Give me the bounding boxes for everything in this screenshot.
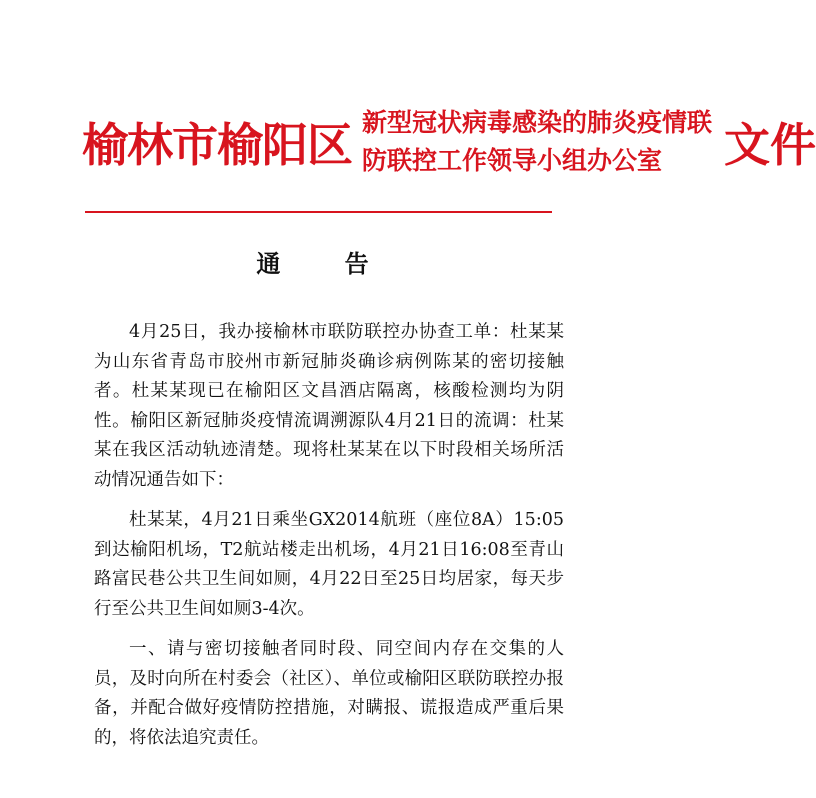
red-divider-line — [85, 211, 552, 213]
paragraph-3: 一、请与密切接触者同时段、同空间内存在交集的人员，及时向所在村委会（社区）、单位或榆阳区联防联控办报备，并配合做好疫情防控措施，对瞒报、谎报造成严重后果的，将依法追究责任。 — [94, 639, 564, 748]
paragraph-1: 4月25日，我办接榆林市联防联控办协查工单：杜某某为山东省青岛市胶州市新冠肺炎确诊病例陈某的密切接触者。杜某某现已在榆阳区文昌酒店隔离，核酸检测均为阴性。榆阳区新冠肺炎疫情流调溯源队4月21日的流调：杜某某在我区活动轨迹清楚。现将杜某某在以下时段相关场所活动情况通告如下： — [94, 322, 564, 490]
paragraph-2: 杜某某，4月21日乘坐GX2014航班（座位8A）15:05到达榆阳机场，T2航站楼走出机场，4月21日16:08至青山路富民巷公共卫生间如厕，4月22日至25日均居家，每天步行至公共卫生间如厕3-4次。 — [94, 510, 564, 619]
document-word: 文件 — [724, 118, 816, 172]
org-subtitle-line-1: 新型冠状病毒感染的肺炎疫情联 — [362, 108, 713, 137]
document-header — [82, 92, 816, 192]
org-subtitle-line-2: 防联控工作领导小组办公室 — [362, 146, 663, 175]
org-subtitle — [362, 104, 712, 180]
document-title: 通 告 — [256, 250, 397, 278]
document-body — [94, 318, 564, 764]
org-name: 榆林市榆阳区 — [82, 118, 352, 172]
